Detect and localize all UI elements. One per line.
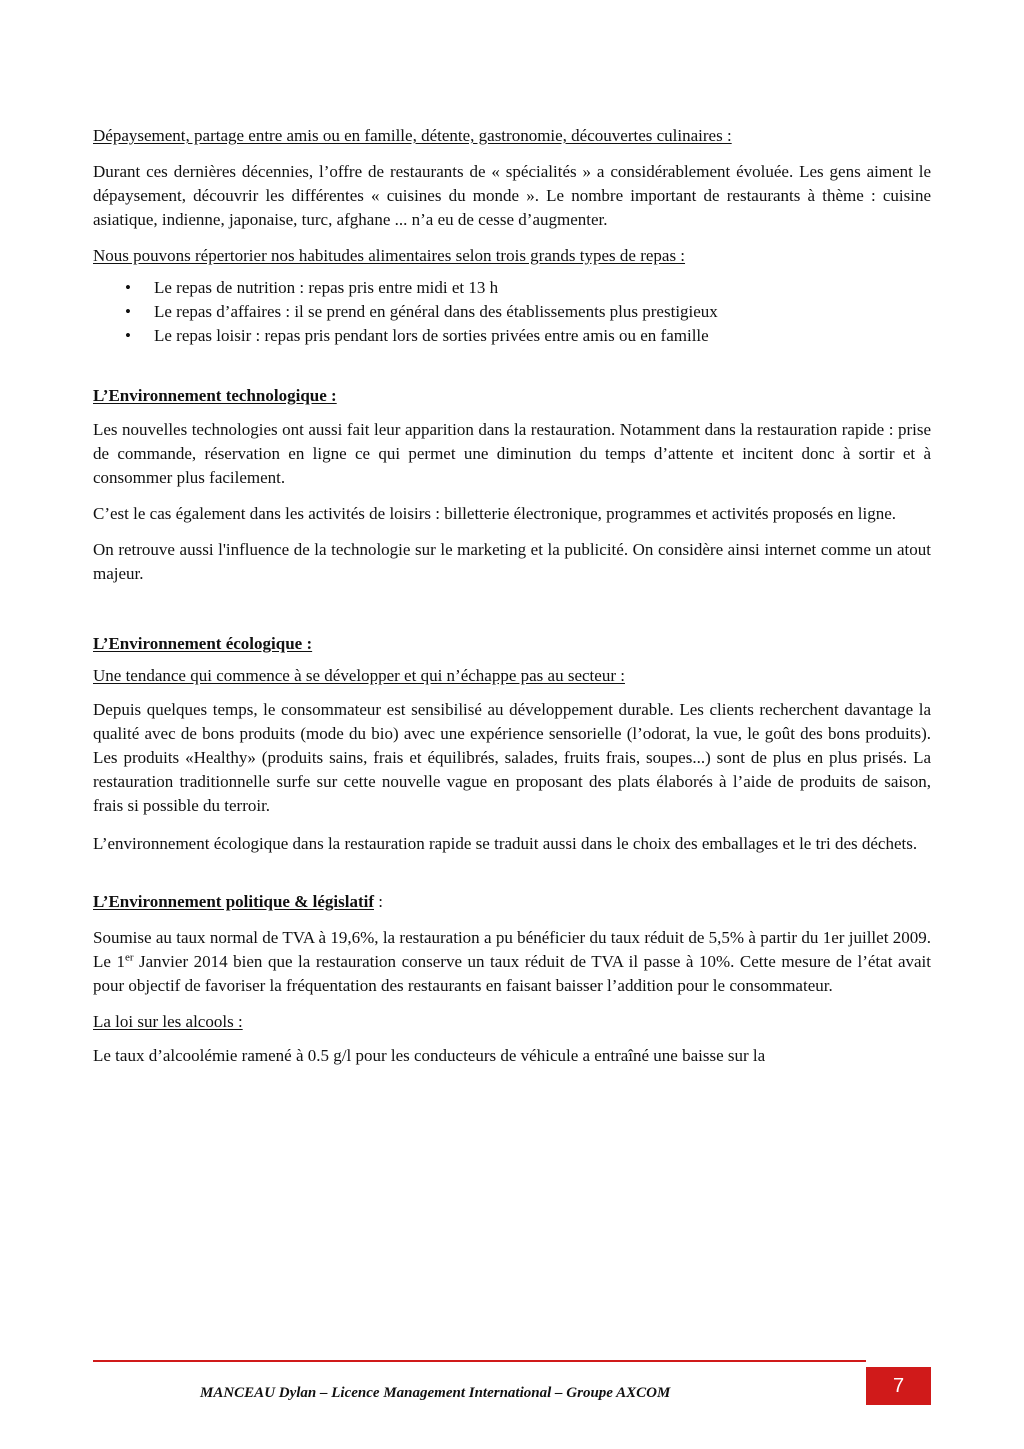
section-heading-technologique (93, 384, 931, 408)
list-item: • Le repas de nutrition : repas pris entre midi et 13 h (154, 276, 931, 300)
section-heading-politique (93, 890, 931, 914)
page-number-badge: 7 (866, 1367, 931, 1405)
ordinal-suffix: er (124, 951, 134, 964)
paragraph-tech-2: C’est le cas également dans les activités de loisirs : billetterie électronique, programmes et activités proposés en ligne. (93, 504, 896, 523)
tva-text-a: Soumise au taux normal de TVA à 19,6%, la restauration a pu bénéficier du taux réduit de 5,5% à partir du 1er juillet 2009. Le 1 (93, 928, 931, 971)
heading-text: L’Environnement technologique : (93, 386, 337, 405)
paragraph-types-repas-intro: Nous pouvons répertorier nos habitudes alimentaires selon trois grands types de repas : (93, 246, 686, 265)
heading-text: L’Environnement écologique : (93, 634, 313, 653)
paragraph-tech-3: On retrouve aussi l'influence de la technologie sur le marketing et la publicité. On considère ainsi internet comme un atout majeur. (93, 540, 931, 583)
tva-text-b: Janvier 2014 bien que la restauration conserve un taux réduit de TVA il passe à 10%. Cette mesure de l’état avait pour objectif de favoriser la fréquentation des restaurants en faisant baisser l’addition pour le consommateur. (93, 952, 931, 995)
subheading-loi-alcools: La loi sur les alcools : (93, 1012, 243, 1031)
footer-author: MANCEAU Dylan – Licence Management International – Groupe AXCOM (200, 1385, 671, 1401)
footer-divider (93, 1360, 866, 1362)
meal-types-list (93, 276, 931, 348)
heading-text: L’Environnement politique & législatif (93, 892, 374, 911)
subheading-tendance: Une tendance qui commence à se développer et qui n’échappe pas au secteur : (93, 666, 625, 685)
paragraph-alcools: Le taux d’alcoolémie ramené à 0.5 g/l pour les conducteurs de véhicule a entraîné une baisse sur la (93, 1046, 766, 1065)
paragraph-tech-1: Les nouvelles technologies ont aussi fait leur apparition dans la restauration. Notamment dans la restauration rapide : prise de commande, réservation en ligne ce qui permet une diminution du temps d’attente et incitent donc à sortir et à consommer plus facilement. (93, 420, 931, 487)
section-heading-ecologique (93, 632, 931, 656)
list-item: • Le repas d’affaires : il se prend en général dans des établissements plus prestigieux (154, 300, 931, 324)
heading-colon: : (374, 892, 383, 911)
paragraph-eco-1: Depuis quelques temps, le consommateur est sensibilisé au développement durable. Les clients recherchent davantage la qualité avec de bons produits (mode du bio) avec une expérience sensorielle (l’odorat, la vue, le goût des bons produits). Les produits «Healthy» (produits sains, frais et équilibrés, salades, fruits frais, soupes...) sont de plus en plus prisés. La restauration traditionnelle surfe sur cette nouvelle vague en proposant des plats élaborés à l’aide de produits de saison, frais si possible du terroir. (93, 700, 931, 815)
section-heading-depaysement: Dépaysement, partage entre amis ou en famille, détente, gastronomie, découvertes culinaires : (93, 126, 732, 145)
paragraph-tva (93, 926, 931, 998)
paragraph-eco-2: L’environnement écologique dans la restauration rapide se traduit aussi dans le choix des emballages et le tri des déchets. (93, 834, 918, 853)
spacer (93, 598, 931, 632)
paragraph-specialites: Durant ces dernières décennies, l’offre de restaurants de « spécialités » a considérablement évoluée. Les gens aiment le dépaysement, découvrir les différentes « cuisines du monde ». Le nombre important de restaurants à thème : cuisine asiatique, indienne, japonaise, turc, afghane ... n’a eu de cesse d’augmenter. (93, 162, 931, 229)
spacer (93, 868, 931, 890)
page-content (93, 124, 931, 1080)
spacer (93, 358, 931, 384)
list-item: • Le repas loisir : repas pris pendant lors de sorties privées entre amis ou en famille (154, 324, 931, 348)
